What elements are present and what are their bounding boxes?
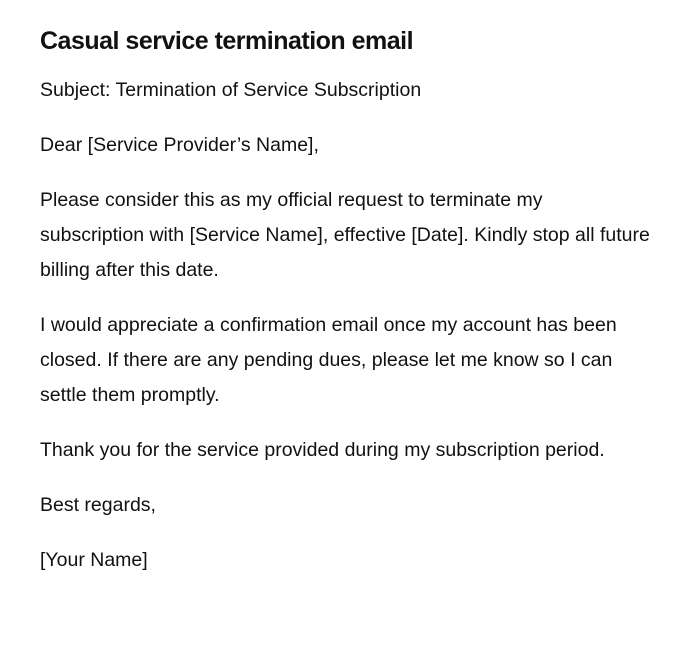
email-greeting: Dear [Service Provider’s Name], — [40, 134, 319, 156]
body-paragraph: Please consider this as my official request to terminate my subscription with [Service Name], effective [Date]. Kindly stop all future billing after this date. — [40, 189, 650, 281]
email-signature: [Your Name] — [40, 549, 148, 571]
document-title: Casual service termination email — [40, 27, 414, 55]
email-closing: Best regards, — [40, 494, 156, 516]
body-paragraph: Thank you for the service provided during my subscription period. — [40, 439, 605, 461]
body-paragraph: I would appreciate a confirmation email once my account has been closed. If there are any pending dues, please let me know so I can settle them promptly. — [40, 314, 617, 406]
email-subject: Subject: Termination of Service Subscription — [40, 79, 422, 101]
